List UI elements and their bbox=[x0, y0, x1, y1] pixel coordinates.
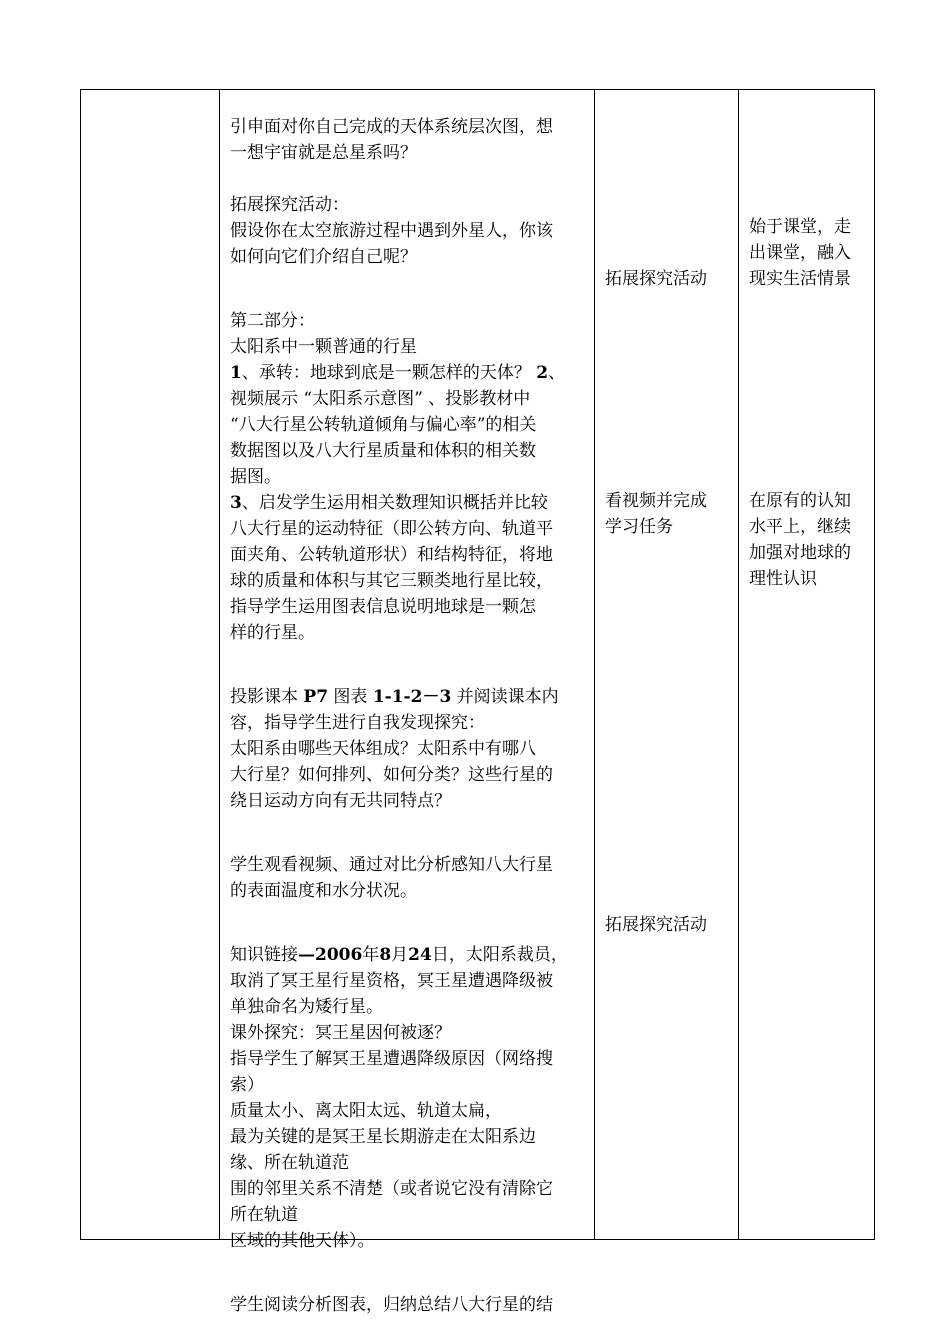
process-text-line bbox=[230, 464, 586, 490]
text-run: 引申面对你自己完成的天体系统层次图，想 bbox=[230, 117, 553, 137]
process-text-line bbox=[230, 516, 586, 542]
process-text-line bbox=[230, 1202, 586, 1228]
process-text-line bbox=[230, 594, 586, 620]
process-text-line bbox=[230, 308, 586, 334]
text-run: 面夹角、公转轨道形状）和结构特征，将地 bbox=[230, 545, 553, 565]
process-text-line bbox=[230, 994, 586, 1020]
process-text-line bbox=[230, 542, 586, 568]
text-run: 第二部分： bbox=[230, 311, 315, 331]
process-text-line bbox=[230, 140, 586, 166]
process-text-line bbox=[230, 218, 586, 244]
process-text-line bbox=[230, 968, 586, 994]
process-text-line bbox=[230, 736, 586, 762]
text-run: 索） bbox=[230, 1075, 264, 1095]
bold-text-run: 8 bbox=[379, 945, 392, 965]
text-run: 的表面温度和水分状况。 bbox=[230, 881, 417, 901]
design-intent-text: 出课堂，融入 bbox=[749, 243, 851, 263]
text-run: 、 bbox=[548, 363, 566, 383]
process-text-line bbox=[230, 1228, 586, 1254]
teaching-process-cell bbox=[220, 90, 595, 1315]
process-text-line bbox=[230, 762, 586, 788]
text-run: 学生观看视频、通过对比分析感知八大行星 bbox=[230, 855, 553, 875]
text-run: 取消了冥王星行星资格，冥王星遭遇降级被 bbox=[230, 971, 553, 991]
text-run: 日，太阳系裁员， bbox=[431, 945, 568, 965]
process-text-line bbox=[230, 788, 586, 814]
process-text-line bbox=[230, 1020, 586, 1046]
student-activity-text: 学习任务 bbox=[605, 517, 673, 537]
text-run: 所在轨道 bbox=[230, 1205, 298, 1225]
process-text-line bbox=[230, 244, 586, 270]
text-run: 一想宇宙就是总星系吗？ bbox=[230, 143, 417, 163]
process-text-line bbox=[230, 1072, 586, 1098]
left-empty-cell bbox=[81, 90, 220, 1240]
student-activity-text: 看视频并完成 bbox=[605, 491, 707, 511]
process-text-line bbox=[230, 620, 586, 646]
process-text-line bbox=[230, 386, 586, 412]
text-run: 最为关键的是冥王星长期游走在太阳系边 bbox=[230, 1127, 536, 1147]
text-run: 太阳系中一颗普通的行星 bbox=[230, 337, 417, 357]
bold-text-run: P7 bbox=[303, 687, 329, 707]
process-text-line bbox=[230, 438, 586, 464]
process-text-line bbox=[230, 878, 586, 904]
process-text-line bbox=[230, 412, 586, 438]
design-intent-text: 水平上，继续 bbox=[749, 517, 851, 537]
bold-text-run: 3 bbox=[230, 493, 242, 513]
process-text-line bbox=[230, 684, 586, 710]
text-run: 单独命名为矮行星。 bbox=[230, 997, 383, 1017]
text-run: 假设你在太空旅游过程中遇到外星人，你该 bbox=[230, 221, 553, 241]
text-run: 容，指导学生进行自我发现探究： bbox=[230, 713, 485, 733]
process-text-line bbox=[230, 1176, 586, 1202]
text-run: 投影课本 bbox=[230, 687, 304, 707]
text-run: 图表 bbox=[328, 687, 373, 707]
text-run: 球的质量和体积与其它三颗类地行星比较， bbox=[230, 571, 553, 591]
text-run: 如何向它们介绍自己呢？ bbox=[230, 247, 417, 267]
process-text-line bbox=[230, 360, 586, 386]
process-text-line bbox=[230, 942, 586, 968]
bold-text-run: —2006 bbox=[298, 945, 363, 965]
bold-text-run: 24 bbox=[408, 945, 432, 965]
text-run: 、启发学生运用相关数理知识概括并比较 bbox=[241, 493, 548, 513]
student-activity-text: 拓展探究活动 bbox=[605, 269, 707, 289]
text-run: 样的行星。 bbox=[230, 623, 315, 643]
design-intent-cell bbox=[739, 90, 875, 1240]
lesson-plan-table bbox=[80, 89, 875, 1315]
text-run: 视频展示 “太阳系示意图” 、投影教材中 bbox=[230, 389, 531, 409]
text-run: 缘、所在轨道范 bbox=[230, 1153, 349, 1173]
process-text-line bbox=[230, 192, 586, 218]
text-run: 八大行星的运动特征（即公转方向、轨道平 bbox=[230, 519, 553, 539]
text-run: 围的邻里关系不清楚（或者说它没有清除它 bbox=[230, 1179, 553, 1199]
text-run: 据图。 bbox=[230, 467, 281, 487]
process-text-line bbox=[230, 1046, 586, 1072]
process-text-line bbox=[230, 114, 586, 140]
design-intent-text: 加强对地球的 bbox=[749, 543, 851, 563]
text-run: 知识链接 bbox=[230, 945, 298, 965]
text-run: 拓展探究活动： bbox=[230, 195, 349, 215]
bold-text-run: 1-1-2－3 bbox=[372, 687, 452, 707]
text-run: 质量太小、离太阳太远、轨道太扁， bbox=[230, 1101, 502, 1121]
process-text-line bbox=[230, 568, 586, 594]
process-text-line bbox=[230, 710, 586, 736]
process-text-line bbox=[230, 334, 586, 360]
bold-text-run: 1 bbox=[230, 363, 242, 383]
process-text-line bbox=[230, 1124, 586, 1150]
bold-text-run: 2 bbox=[536, 363, 549, 383]
design-intent-text: 理性认识 bbox=[749, 569, 817, 589]
text-run: 月 bbox=[391, 945, 409, 965]
process-text-line bbox=[230, 1098, 586, 1124]
text-run: “八大行星公转轨道倾角与偏心率”的相关 bbox=[230, 415, 537, 435]
text-run: 指导学生运用图表信息说明地球是一颗怎 bbox=[230, 597, 536, 617]
text-run: 年 bbox=[362, 945, 380, 965]
text-run: 区域的其他天体）。 bbox=[230, 1231, 375, 1251]
text-run: 太阳系由哪些天体组成？太阳系中有哪八 bbox=[230, 739, 536, 759]
process-text-line bbox=[230, 852, 586, 878]
design-intent-text: 在原有的认知 bbox=[749, 491, 851, 511]
process-text-line bbox=[230, 490, 586, 516]
text-run: 、承转：地球到底是一颗怎样的天体？ bbox=[241, 363, 537, 383]
table-row bbox=[81, 90, 875, 1240]
text-run: 大行星？如何排列、如何分类？这些行星的 bbox=[230, 765, 553, 785]
student-activity-cell bbox=[595, 90, 739, 1240]
text-run: 数据图以及八大行星质量和体积的相关数 bbox=[230, 441, 536, 461]
text-run: 课外探究：冥王星因何被逐？ bbox=[230, 1023, 451, 1043]
design-intent-text: 现实生活情景 bbox=[749, 269, 851, 289]
process-text-line bbox=[230, 1292, 586, 1318]
text-run: 指导学生了解冥王星遭遇降级原因（网络搜 bbox=[230, 1049, 553, 1069]
text-run: 学生阅读分析图表，归纳总结八大行星的结 bbox=[230, 1295, 553, 1315]
process-text-line bbox=[230, 1150, 586, 1176]
student-activity-text: 拓展探究活动 bbox=[605, 915, 707, 935]
text-run: 绕日运动方向有无共同特点？ bbox=[230, 791, 451, 811]
text-run: 并阅读课本内 bbox=[451, 687, 559, 707]
design-intent-text: 始于课堂，走 bbox=[749, 217, 851, 237]
